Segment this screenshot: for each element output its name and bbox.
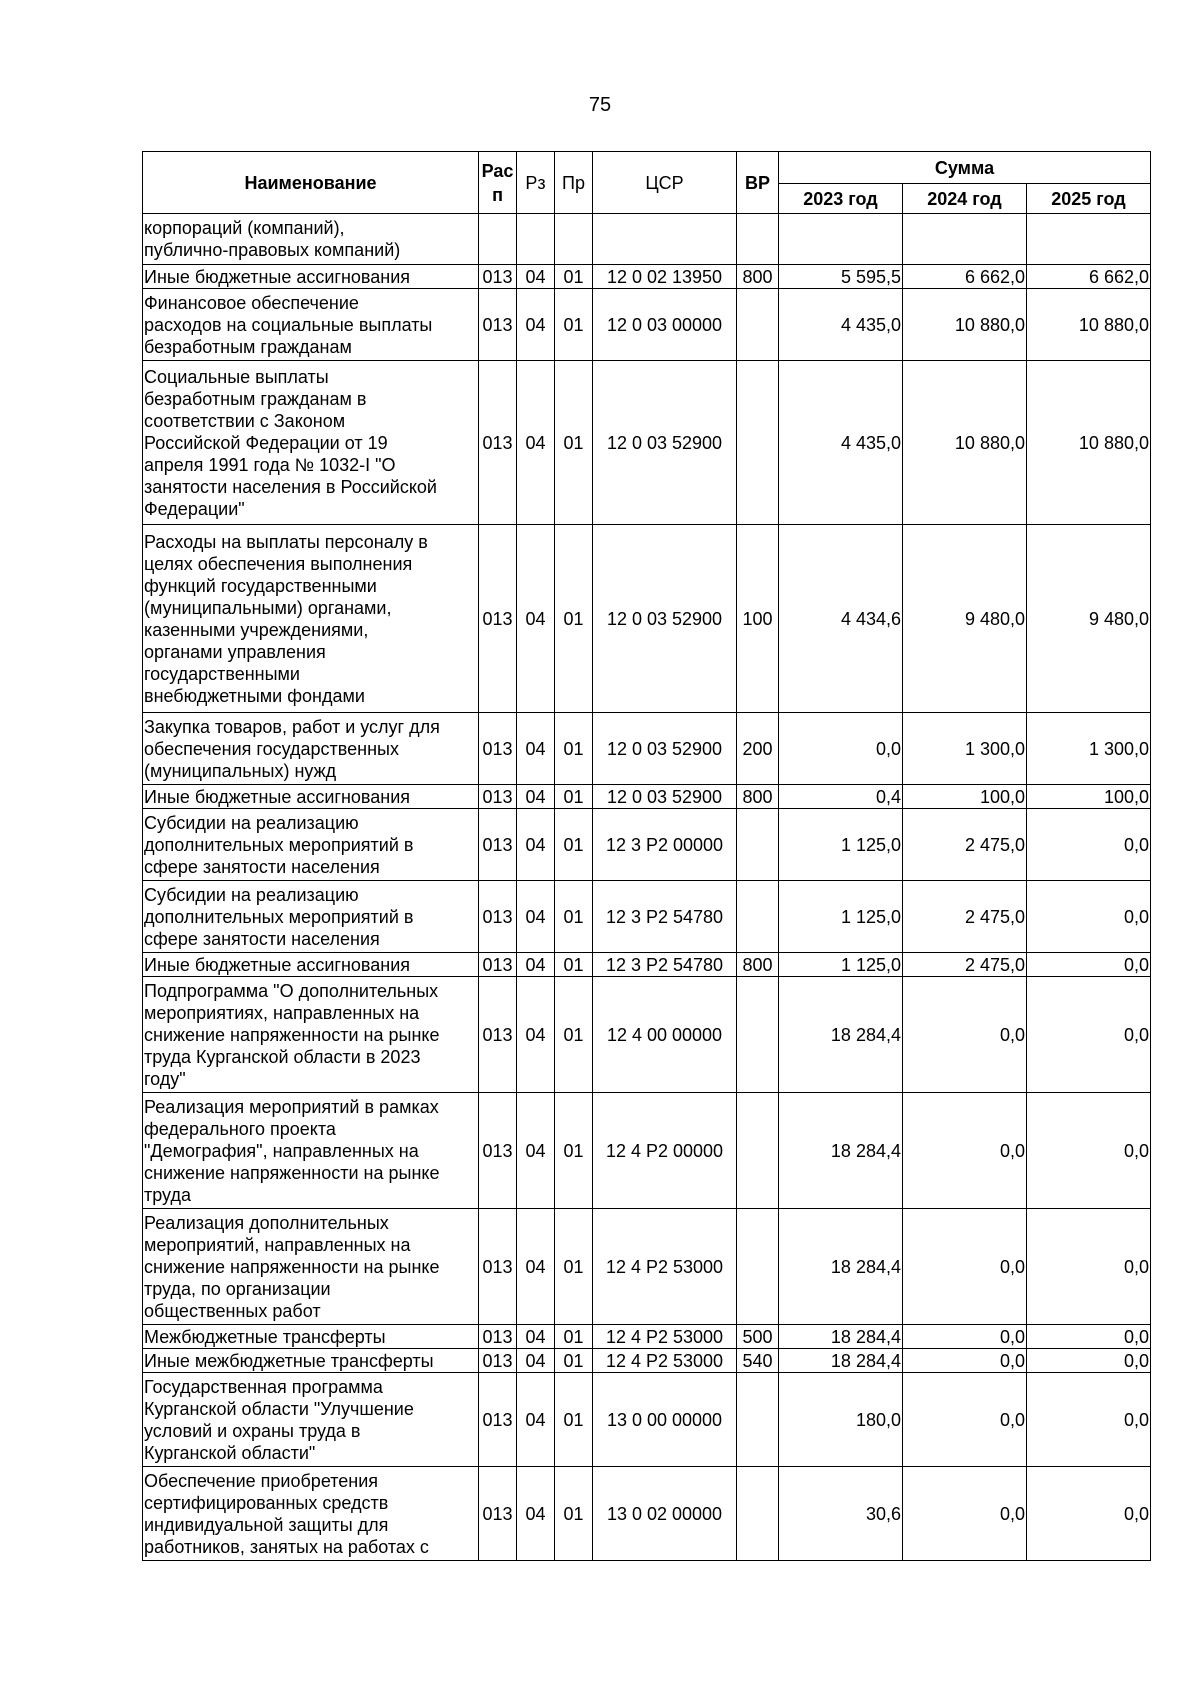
cell-rz: 04 [517,1373,555,1467]
cell-vr [737,977,779,1093]
cell-rz: 04 [517,785,555,809]
cell-rasp [479,214,517,265]
cell-vr [737,361,779,525]
table-row [143,525,1151,713]
cell-2024: 6 662,0 [903,265,1027,289]
header-name: Наименование [143,152,479,214]
cell-2024: 0,0 [903,1467,1027,1561]
cell-csr: 12 0 03 00000 [593,289,737,361]
cell-rasp: 013 [479,289,517,361]
cell-pr: 01 [555,525,593,713]
cell-2023 [779,214,903,265]
cell-vr: 200 [737,713,779,785]
cell-csr: 13 0 00 00000 [593,1373,737,1467]
cell-name: Межбюджетные трансферты [143,1325,479,1349]
cell-csr: 12 0 03 52900 [593,713,737,785]
cell-rasp: 013 [479,809,517,881]
cell-vr: 540 [737,1349,779,1373]
cell-csr: 13 0 02 00000 [593,1467,737,1561]
cell-vr: 800 [737,265,779,289]
budget-table [142,151,1151,1561]
cell-2023: 4 435,0 [779,289,903,361]
cell-2023: 0,4 [779,785,903,809]
cell-2023: 30,6 [779,1467,903,1561]
cell-rasp: 013 [479,1209,517,1325]
header-rz: Рз [517,152,555,214]
cell-rasp: 013 [479,785,517,809]
cell-2024: 2 475,0 [903,881,1027,953]
cell-2023: 18 284,4 [779,1209,903,1325]
cell-2024: 0,0 [903,977,1027,1093]
cell-name: корпораций (компаний), публично-правовых компаний) [143,214,479,265]
cell-name: Реализация дополнительных мероприятий, направленных на снижение напряженности на рынке труда, по организации общественных работ [143,1209,479,1325]
cell-2024: 0,0 [903,1209,1027,1325]
cell-name: Субсидии на реализацию дополнительных мероприятий в сфере занятости населения [143,809,479,881]
cell-csr: 12 3 P2 54780 [593,953,737,977]
cell-rasp: 013 [479,1093,517,1209]
header-2025: 2025 год [1027,184,1151,214]
cell-2024: 100,0 [903,785,1027,809]
cell-pr: 01 [555,953,593,977]
cell-rz: 04 [517,977,555,1093]
table-row [143,713,1151,785]
cell-pr: 01 [555,1349,593,1373]
cell-pr: 01 [555,1373,593,1467]
cell-2024: 2 475,0 [903,953,1027,977]
cell-csr: 12 3 P2 54780 [593,881,737,953]
cell-rasp: 013 [479,977,517,1093]
cell-csr: 12 0 03 52900 [593,785,737,809]
table-row [143,977,1151,1093]
cell-vr: 100 [737,525,779,713]
cell-2024: 9 480,0 [903,525,1027,713]
cell-csr: 12 4 P2 00000 [593,1093,737,1209]
cell-2025: 0,0 [1027,1467,1151,1561]
cell-csr: 12 0 03 52900 [593,361,737,525]
cell-2024 [903,214,1027,265]
cell-rasp: 013 [479,1373,517,1467]
cell-rasp: 013 [479,1467,517,1561]
cell-name: Закупка товаров, работ и услуг для обеспечения государственных (муниципальных) нужд [143,713,479,785]
cell-csr: 12 4 00 00000 [593,977,737,1093]
cell-name: Социальные выплаты безработным гражданам в соответствии с Законом Российской Федерации от 19 апреля 1991 года № 1032-I "О занятости населения в Российской Федерации" [143,361,479,525]
table-row [143,881,1151,953]
cell-2023: 1 125,0 [779,809,903,881]
header-2024: 2024 год [903,184,1027,214]
cell-name: Иные бюджетные ассигнования [143,953,479,977]
cell-rz: 04 [517,1209,555,1325]
cell-2025: 1 300,0 [1027,713,1151,785]
cell-rz: 04 [517,265,555,289]
cell-rz: 04 [517,1093,555,1209]
cell-csr: 12 4 P2 53000 [593,1349,737,1373]
cell-name: Субсидии на реализацию дополнительных мероприятий в сфере занятости населения [143,881,479,953]
cell-csr: 12 3 P2 00000 [593,809,737,881]
cell-pr: 01 [555,809,593,881]
cell-pr: 01 [555,785,593,809]
cell-vr: 500 [737,1325,779,1349]
cell-rasp: 013 [479,953,517,977]
cell-2025: 0,0 [1027,1349,1151,1373]
cell-2024: 10 880,0 [903,289,1027,361]
cell-vr [737,1209,779,1325]
cell-csr: 12 0 02 13950 [593,265,737,289]
cell-vr [737,1373,779,1467]
cell-2024: 1 300,0 [903,713,1027,785]
cell-vr [737,1093,779,1209]
cell-2025: 0,0 [1027,977,1151,1093]
cell-csr [593,214,737,265]
cell-rasp: 013 [479,265,517,289]
cell-2025: 6 662,0 [1027,265,1151,289]
cell-csr: 12 0 03 52900 [593,525,737,713]
header-rasp: Рас п [479,152,517,214]
page-number: 75 [588,94,612,116]
cell-name: Финансовое обеспечение расходов на социальные выплаты безработным гражданам [143,289,479,361]
cell-2025: 100,0 [1027,785,1151,809]
cell-2024: 0,0 [903,1349,1027,1373]
table-row [143,265,1151,289]
cell-2023: 4 434,6 [779,525,903,713]
table-row [143,1349,1151,1373]
cell-name: Иные бюджетные ассигнования [143,785,479,809]
cell-2023: 180,0 [779,1373,903,1467]
table-row [143,953,1151,977]
cell-name: Иные межбюджетные трансферты [143,1349,479,1373]
header-vr: ВР [737,152,779,214]
header-2023: 2023 год [779,184,903,214]
cell-name: Реализация мероприятий в рамках федерального проекта "Демография", направленных на снижение напряженности на рынке труда [143,1093,479,1209]
cell-pr: 01 [555,713,593,785]
table-row [143,1373,1151,1467]
cell-pr: 01 [555,289,593,361]
cell-2024: 2 475,0 [903,809,1027,881]
cell-rz: 04 [517,713,555,785]
cell-rz: 04 [517,1349,555,1373]
cell-rasp: 013 [479,713,517,785]
table-row [143,289,1151,361]
cell-2023: 18 284,4 [779,1093,903,1209]
cell-pr: 01 [555,1093,593,1209]
cell-2023: 0,0 [779,713,903,785]
cell-rasp: 013 [479,1349,517,1373]
header-pr: Пр [555,152,593,214]
cell-2025: 10 880,0 [1027,289,1151,361]
cell-2025 [1027,214,1151,265]
cell-2025: 9 480,0 [1027,525,1151,713]
cell-name: Государственная программа Курганской области "Улучшение условий и охраны труда в Курганской области" [143,1373,479,1467]
cell-rz: 04 [517,1325,555,1349]
cell-pr: 01 [555,977,593,1093]
cell-rz: 04 [517,525,555,713]
cell-rasp: 013 [479,881,517,953]
table-row [143,809,1151,881]
cell-2023: 5 595,5 [779,265,903,289]
cell-vr [737,1467,779,1561]
cell-2025: 0,0 [1027,809,1151,881]
cell-rz: 04 [517,1467,555,1561]
cell-2023: 18 284,4 [779,1349,903,1373]
cell-2023: 1 125,0 [779,881,903,953]
cell-pr: 01 [555,1209,593,1325]
header-sum: Сумма [779,152,1151,184]
cell-rasp: 013 [479,525,517,713]
cell-pr [555,214,593,265]
table-row [143,214,1151,265]
cell-name: Подпрограмма "О дополнительных мероприятиях, направленных на снижение напряженности на рынке труда Курганской области в 2023 году" [143,977,479,1093]
cell-2025: 10 880,0 [1027,361,1151,525]
cell-2024: 0,0 [903,1093,1027,1209]
cell-2023: 1 125,0 [779,953,903,977]
cell-pr: 01 [555,1325,593,1349]
cell-vr: 800 [737,785,779,809]
cell-2025: 0,0 [1027,953,1151,977]
cell-2025: 0,0 [1027,1209,1151,1325]
cell-rasp: 013 [479,1325,517,1349]
table-row [143,1467,1151,1561]
cell-pr: 01 [555,881,593,953]
cell-2023: 18 284,4 [779,977,903,1093]
cell-vr [737,881,779,953]
cell-rasp: 013 [479,361,517,525]
cell-2025: 0,0 [1027,1373,1151,1467]
table-row [143,361,1151,525]
cell-vr [737,214,779,265]
cell-2025: 0,0 [1027,881,1151,953]
cell-vr: 800 [737,953,779,977]
table-row [143,1325,1151,1349]
cell-name: Иные бюджетные ассигнования [143,265,479,289]
cell-2023: 4 435,0 [779,361,903,525]
cell-2024: 10 880,0 [903,361,1027,525]
cell-2025: 0,0 [1027,1093,1151,1209]
cell-csr: 12 4 P2 53000 [593,1325,737,1349]
cell-rz: 04 [517,881,555,953]
cell-rz: 04 [517,361,555,525]
cell-csr: 12 4 P2 53000 [593,1209,737,1325]
table-row [143,1093,1151,1209]
cell-2023: 18 284,4 [779,1325,903,1349]
table-row [143,785,1151,809]
cell-rz: 04 [517,289,555,361]
cell-vr [737,289,779,361]
cell-2024: 0,0 [903,1325,1027,1349]
cell-rz: 04 [517,953,555,977]
cell-name: Расходы на выплаты персоналу в целях обеспечения выполнения функций государственными (муниципальными) органами, казенными учреждениями, органами управления государственными внебюджетными фондами [143,525,479,713]
cell-2025: 0,0 [1027,1325,1151,1349]
header-csr: ЦСР [593,152,737,214]
cell-2024: 0,0 [903,1373,1027,1467]
cell-vr [737,809,779,881]
cell-rz: 04 [517,809,555,881]
cell-rz [517,214,555,265]
cell-pr: 01 [555,1467,593,1561]
cell-pr: 01 [555,265,593,289]
cell-pr: 01 [555,361,593,525]
cell-name: Обеспечение приобретения сертифицированных средств индивидуальной защиты для работников, занятых на работах с [143,1467,479,1561]
table-row [143,1209,1151,1325]
